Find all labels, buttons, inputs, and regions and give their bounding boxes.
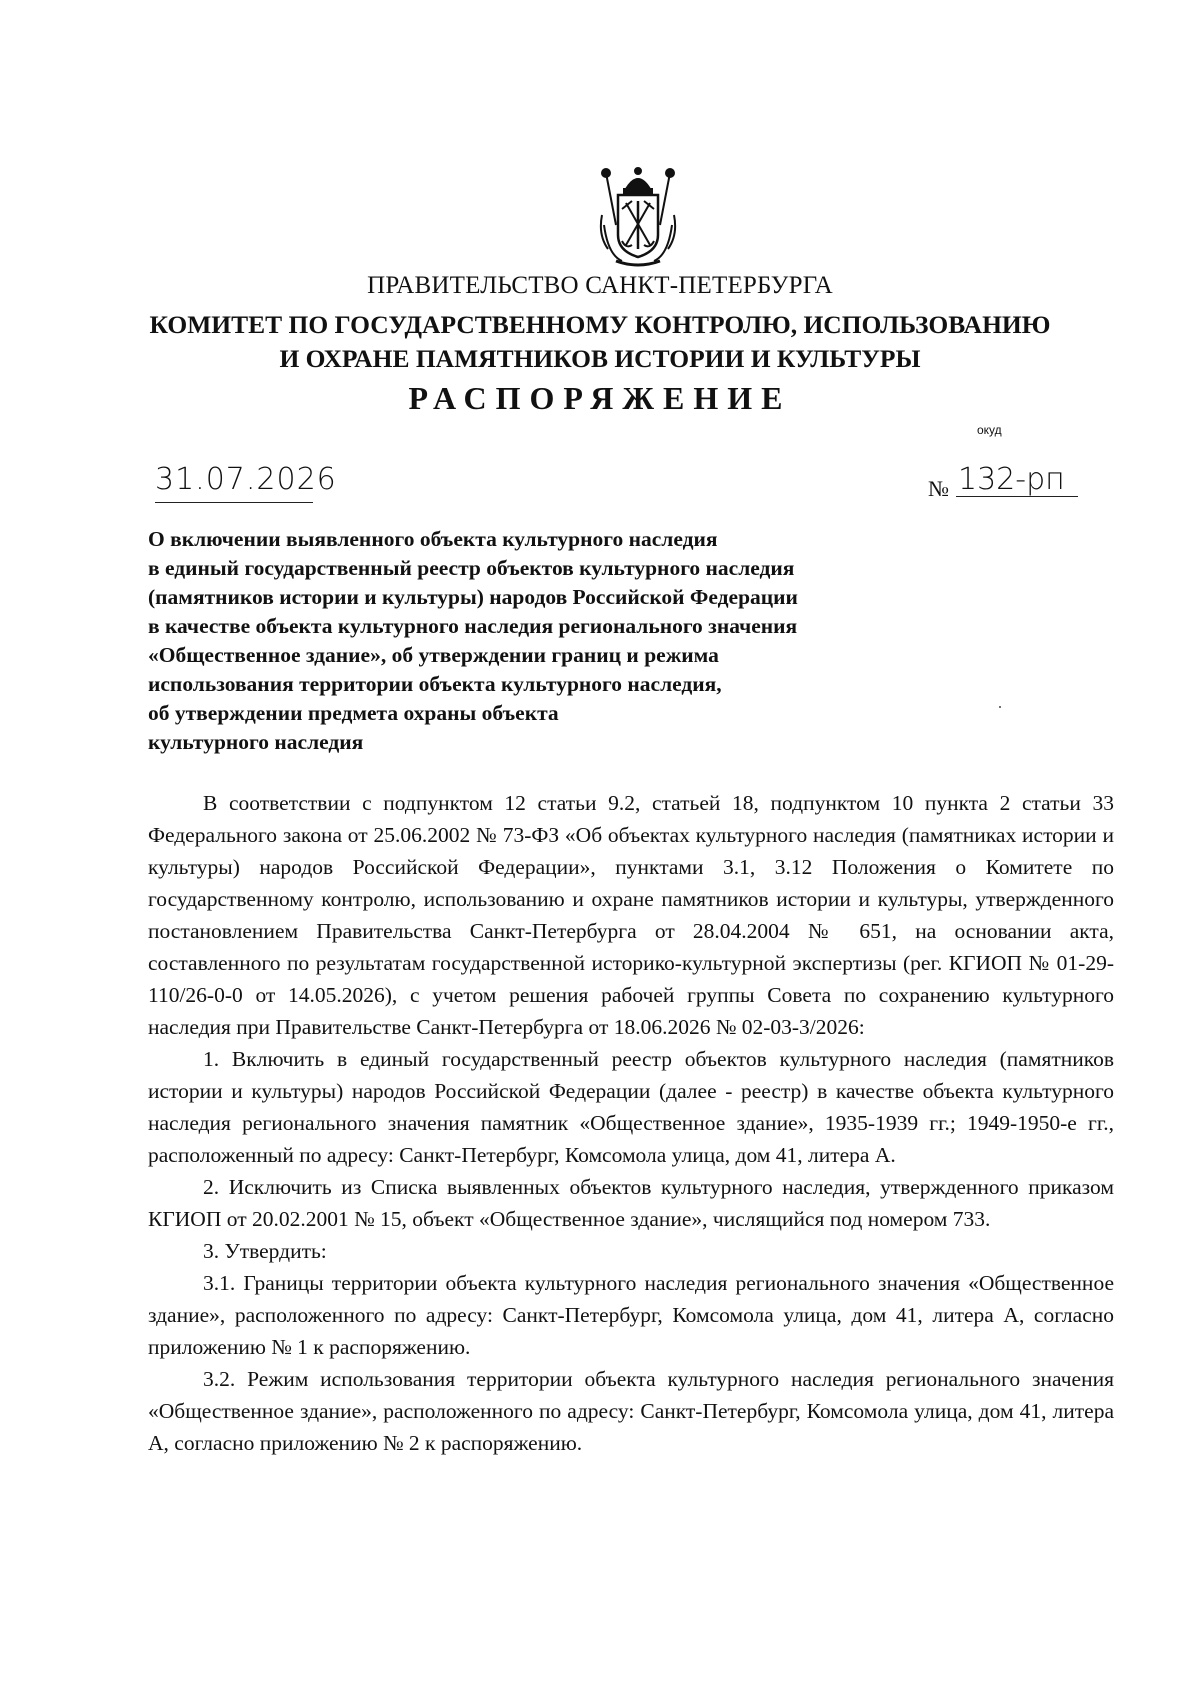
subject-line: использования территории объекта культурного наследия, [148, 672, 722, 696]
preamble-paragraph: В соответствии с подпунктом 12 статьи 9.2, статьей 18, подпунктом 10 пункта 2 статьи 33 Федерального закона от 25.06.2002 № 73-ФЗ «Об объектах культурного наследия (памятниках истории и культуры) народов Российской Федерации», пунктами 3.1, 3.12 Положения о Комитете по государственному контролю, использованию и охране памятников истории и культуры, утвержденного постановлением Правительства Санкт-Петербурга от 28.04.2004 № 651, на основании акта, составленного по результатам государственной историко-культурной экспертизы (рег. КГИОП № 01-29-110/26-0-0 от 14.05.2026), с учетом решения рабочей группы Совета по сохранению культурного наследия при Правительстве Санкт-Петербурга от 18.06.2026 № 02-03-3/2026: [148, 791, 1114, 1039]
number-underline [956, 496, 1078, 497]
coat-of-arms-emblem [598, 165, 678, 269]
subject-line: (памятников истории и культуры) народов Российской Федерации [148, 585, 798, 609]
okud-label: окуд [977, 423, 1002, 437]
subject-line: культурного наследия [148, 730, 364, 754]
document-number: 132-рп [958, 462, 1065, 497]
document-body [148, 787, 1114, 1459]
subject-line: «Общественное здание», об утверждении границ и режима [148, 643, 719, 667]
document-subject [148, 525, 908, 757]
government-name: ПРАВИТЕЛЬСТВО САНКТ-ПЕТЕРБУРГА [367, 272, 833, 299]
document-number-field [928, 462, 1100, 518]
committee-name [0, 308, 1200, 376]
clause-2-paragraph: 2. Исключить из Списка выявленных объектов культурного наследия, утвержденного приказом КГИОП от 20.02.2001 № 15, объект «Общественное здание», числящийся под номером 733. [148, 1175, 1114, 1231]
document-date: 31.07.2026 [155, 462, 337, 497]
clause-1-paragraph: 1. Включить в единый государственный реестр объектов культурного наследия (памятников истории и культуры) народов Российской Федерации (далее - реестр) в качестве объекта культурного наследия регионального значения памятник «Общественное здание», 1935-1939 гг.; 1949-1950-е гг., расположенный по адресу: Санкт-Петербург, Комсомола улица, дом 41, литера А. [148, 1047, 1114, 1167]
date-underline [155, 502, 313, 503]
committee-line-1: КОМИТЕТ ПО ГОСУДАРСТВЕННОМУ КОНТРОЛЮ, ИСПОЛЬЗОВАНИЮ [149, 310, 1051, 339]
number-sign: № [928, 476, 949, 501]
subject-line: О включении выявленного объекта культурного наследия [148, 527, 718, 551]
committee-line-2: И ОХРАНЕ ПАМЯТНИКОВ ИСТОРИИ И КУЛЬТУРЫ [279, 344, 921, 373]
clause-3-1-paragraph: 3.1. Границы территории объекта культурного наследия регионального значения «Общественное здание», расположенного по адресу: Санкт-Петербург, Комсомола улица, дом 41, литера А, согласно приложению № 1 к распоряжению. [148, 1271, 1114, 1359]
scan-speck [999, 706, 1001, 708]
subject-line: в единый государственный реестр объектов культурного наследия [148, 556, 795, 580]
clause-3-2-paragraph: 3.2. Режим использования территории объекта культурного наследия регионального значения «Общественное здание», расположенного по адресу: Санкт-Петербург, Комсомола улица, дом 41, литера А, согласно приложению № 2 к распоряжению. [148, 1367, 1114, 1455]
document-date-field [155, 462, 337, 504]
clause-3-paragraph: 3. Утвердить: [203, 1239, 327, 1263]
subject-line: об утверждении предмета охраны объекта [148, 701, 559, 725]
subject-line: в качестве объекта культурного наследия регионального значения [148, 614, 798, 638]
document-type-title: РАСПОРЯЖЕНИЕ [408, 380, 792, 416]
